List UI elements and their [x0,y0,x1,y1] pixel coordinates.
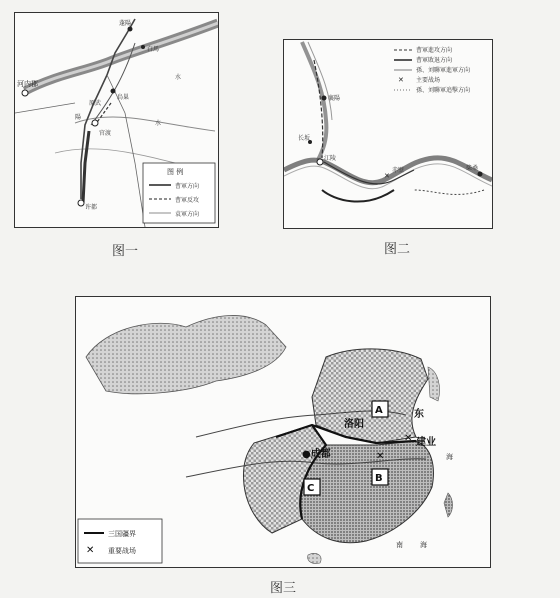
place-label: 赤壁 [392,167,405,174]
map1-legend [143,163,215,223]
battle-legend-icon: ✕ [398,76,404,84]
legend-label: 曹軍反攻 [175,197,200,204]
place-label: 许都 [85,204,98,211]
river-label: 陽 [75,114,82,121]
map-guandu [14,12,219,228]
map3-caption: 图三 [270,581,297,596]
map2-caption: 图二 [384,242,411,257]
map2-legend [394,46,470,94]
city-luoyang: 洛阳 [344,419,364,430]
legend-label: 孫、刘聯軍進軍方向 [416,67,471,74]
legend-label: 主要战场 [416,77,441,84]
cao-retreat [322,190,394,202]
map-three-kingdoms-drawing [76,297,490,567]
legend-label: 重要战场 [108,547,136,555]
river [302,42,326,160]
city-chengdu: ●成都 [302,449,331,460]
town-marker [478,172,483,177]
allied-route [414,190,484,194]
town-marker [322,96,327,101]
legend-label: 曹軍方向 [175,183,200,190]
sea-label-hai2: 海 [420,541,427,549]
legend-title: 图 例 [167,168,184,176]
legend-label: 袁軍方向 [175,211,200,218]
label-a: A [375,405,383,416]
place-label: 襄陽 [328,95,341,102]
town-marker [317,159,323,165]
legend-label: 三国疆界 [108,530,136,538]
town-marker [78,200,84,206]
place-label: 江陵 [324,155,337,162]
town-marker [141,45,145,49]
battle-marker: ✕ [376,451,385,462]
kingdom-wei-region [312,349,428,443]
map-chibi [283,39,493,229]
legend-label: 曹軍進攻方向 [416,47,453,54]
northern-region [86,315,286,393]
sea-label-dong: 东 [414,409,424,420]
city-jianye: 建业 [416,437,436,448]
legend-label: 曹軍敗退方向 [416,57,453,64]
place-label: 长坂 [298,135,311,142]
island [308,553,321,563]
place-label: 河内郡 [17,80,38,88]
town-marker [128,27,133,32]
island [444,493,453,517]
place-label: 官渡 [99,130,112,137]
sea-label-hai: 海 [446,453,453,461]
legend-label: 孫、刘聯軍追擊方向 [416,87,471,94]
battle-marker: ✕ [404,433,413,444]
map-chibi-drawing [284,40,492,228]
label-c: C [307,483,315,494]
map-guandu-drawing [15,13,218,227]
town-marker [111,89,116,94]
peninsula [428,367,440,401]
battle-marker: ✕ [384,172,390,180]
map-three-kingdoms [75,296,491,568]
place-label: 烏巢 [117,94,130,101]
label-b: B [375,473,383,484]
river-label: 水 [175,74,182,81]
west-route [15,103,75,113]
town-marker [22,90,28,96]
map3-legend [78,519,162,563]
sea-label-nan: 南 [396,541,403,549]
town-marker [92,120,98,126]
river-label: 水 [155,120,162,127]
battle-legend-icon: ✕ [86,545,95,556]
place-label: 原武 [89,100,102,107]
river-tertiary [55,149,175,163]
place-label: 白馬 [147,46,160,53]
place-label: 蓬陽 [119,20,132,27]
cao-route [81,19,135,199]
place-label: 柴桑 [466,165,479,172]
map1-caption: 图一 [112,244,139,259]
